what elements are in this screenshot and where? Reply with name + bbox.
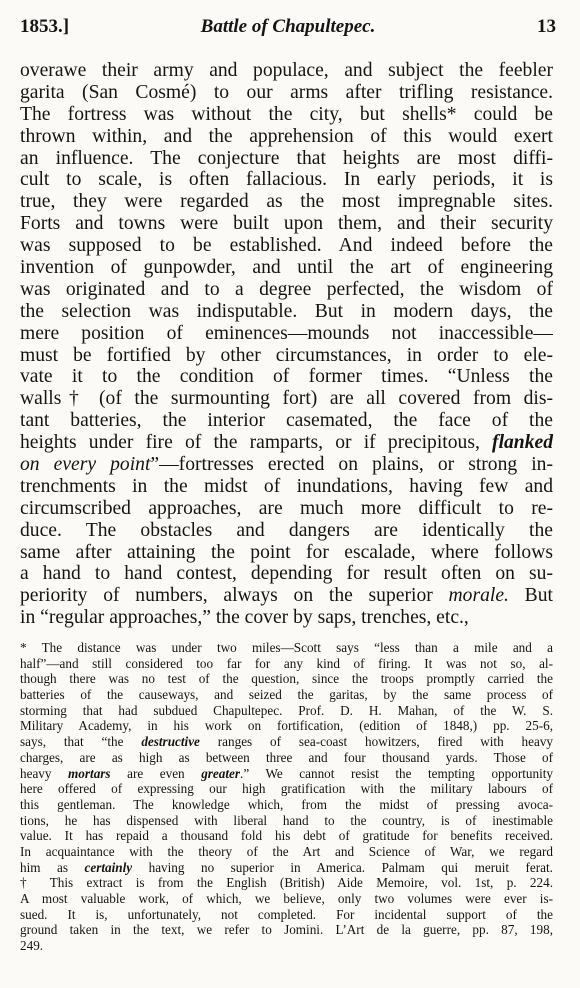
footnote-line xyxy=(20,828,553,844)
header-year: 1853.] xyxy=(20,16,70,37)
footnote-line xyxy=(20,891,553,907)
text-line xyxy=(20,169,553,191)
footnote-line xyxy=(20,907,553,923)
text-run: him as xyxy=(20,859,85,875)
footnote-line xyxy=(20,781,553,797)
emphasized-text: mortars xyxy=(68,765,111,781)
text-run: value. It has repaid a thousand fold his debt of gratitude for benefits received. xyxy=(20,828,553,844)
text-run: batteries of the causeways, and seized the garitas, by the same process of xyxy=(20,687,553,703)
text-run: invention of gunpowder, and until the art of engineering xyxy=(20,257,553,279)
page-number: 13 xyxy=(537,16,556,37)
footnote-line xyxy=(20,922,553,938)
text-run: same after attaining the point for escalade, where follows xyxy=(20,541,553,563)
text-run: an influence. The conjecture that heights are most diffi- xyxy=(20,147,553,169)
text-run: A most valuable work, of which, we believe, only two volumes were ever is- xyxy=(20,891,553,906)
footnote-line xyxy=(20,938,553,954)
text-run: The fortress was without the city, but shells* could be xyxy=(20,103,553,125)
emphasized-text: flanked xyxy=(492,432,553,454)
text-line xyxy=(20,366,553,388)
text-run: But xyxy=(508,585,553,607)
text-line xyxy=(20,585,553,607)
text-line xyxy=(20,563,553,585)
text-line xyxy=(20,323,553,345)
text-line xyxy=(20,607,553,629)
text-run: heavy xyxy=(20,765,69,781)
text-run: a hand to hand contest, depending for result often on su- xyxy=(20,563,553,585)
text-line xyxy=(20,213,553,235)
text-run: ”—fortresses erected on plains, or strong in- xyxy=(150,454,553,476)
text-run: Military Academy, in his work on fortification, (edition of 1848,) pp. 25-6, xyxy=(20,718,553,734)
text-line xyxy=(20,454,553,476)
text-run: charges, are as high as between three and four thousand yards. Those of xyxy=(20,749,553,765)
footnotes xyxy=(20,640,553,954)
footnote-line xyxy=(20,687,553,703)
footnote-line xyxy=(20,718,553,734)
text-run: duce. The obstacles and dangers are identically the xyxy=(20,519,553,541)
text-line xyxy=(20,60,553,82)
text-line xyxy=(20,104,553,126)
text-run: must be fortified by other circumstances, in order to ele- xyxy=(20,344,553,366)
text-run: garita (San Cosmé) to our arms after trifling resistance. xyxy=(20,81,553,103)
text-run: 249. xyxy=(20,938,44,954)
footnote-line xyxy=(20,813,553,829)
footnote-line xyxy=(20,640,553,656)
text-run: .” We cannot resist the tempting opportunity xyxy=(240,765,553,781)
running-header xyxy=(20,16,556,42)
text-line xyxy=(20,498,553,520)
text-run: * The distance was under two miles—Scott says “less than a mile and a xyxy=(20,640,553,655)
text-run: though there was no test of the question, since the troops promptly carried the xyxy=(20,671,553,687)
text-line xyxy=(20,520,553,542)
text-run: vate it to the condition of former times. “Unless the xyxy=(20,366,553,388)
text-line xyxy=(20,388,553,410)
text-run: circumscribed approaches, are much more difficult to re- xyxy=(20,497,553,519)
text-run: trenchments in the midst of inundations, having few and xyxy=(20,475,553,497)
text-line xyxy=(20,191,553,213)
text-run: mere position of eminences—mounds not inaccessible— xyxy=(20,322,553,344)
text-line xyxy=(20,126,553,148)
text-run: tions, he has dispensed with liberal hand to the country, is of inestimable xyxy=(20,812,553,828)
text-line xyxy=(20,432,553,454)
emphasized-text: on every point xyxy=(20,454,151,476)
text-line xyxy=(20,345,553,367)
text-run: are even xyxy=(110,765,202,781)
text-run: tant batteries, the interior casemated, the face of the xyxy=(20,410,553,432)
emphasized-text: greater xyxy=(201,765,241,781)
footnote-line xyxy=(20,671,553,687)
text-run: Forts and towns were built upon them, and their security xyxy=(20,213,553,235)
text-run: ranges of sea-coast howitzers, fired with heavy xyxy=(199,734,553,750)
text-line xyxy=(20,301,553,323)
text-run: in “regular approaches,” the cover by saps, trenches, etc., xyxy=(20,607,469,629)
text-run: having no superior in America. Palmam qui meruit ferat. xyxy=(132,859,553,875)
header-title: Battle of Chapultepec. xyxy=(200,16,376,37)
text-run: walls† (of the surmounting fort) are all covered from dis- xyxy=(20,388,553,410)
text-run: says, that “the xyxy=(20,734,142,750)
text-line xyxy=(20,148,553,170)
text-run: was originated and to a degree perfected, the wisdom of xyxy=(20,278,553,300)
footnote-line xyxy=(20,656,553,672)
text-run: overawe their army and populace, and subject the feebler xyxy=(20,60,553,81)
text-run: thrown within, and the apprehension of this would exert xyxy=(20,125,553,147)
text-run: cult to scale, is often fallacious. In early periods, it is xyxy=(20,169,553,191)
footnote-line xyxy=(20,844,553,860)
text-line xyxy=(20,410,553,432)
footnote-line xyxy=(20,860,553,876)
text-line xyxy=(20,257,553,279)
text-run: half”—and still considered too far for any kind of firing. It was not so, al- xyxy=(20,655,553,671)
text-run: storming that had subdued Chapultepec. Prof. D. H. Mahan, of the W. S. xyxy=(20,702,553,718)
footnote-line xyxy=(20,703,553,719)
emphasized-text: morale. xyxy=(448,585,509,607)
text-run: heights under fire of the ramparts, or if precipitous, xyxy=(20,432,493,454)
text-run: was supposed to be established. And indeed before the xyxy=(20,235,553,257)
text-line xyxy=(20,82,553,104)
emphasized-text: certainly xyxy=(84,859,133,875)
text-line xyxy=(20,235,553,257)
text-line xyxy=(20,476,553,498)
text-run: In acquaintance with the theory of the Art and Science of War, we regard xyxy=(20,843,553,859)
footnote-line xyxy=(20,875,553,891)
text-run: this gentleman. The knowledge which, from the midst of pressing avoca- xyxy=(20,796,553,812)
text-run: † This extract is from the English (British) Aide Memoire, vol. 1st, p. 224. xyxy=(20,875,553,891)
footnote-line xyxy=(20,750,553,766)
text-run: true, they were regarded as the most impregnable sites. xyxy=(20,191,553,213)
text-run: here offered of expressing our high gratification with the military labours of xyxy=(20,781,553,797)
text-line xyxy=(20,542,553,564)
main-text xyxy=(20,60,553,629)
emphasized-text: destructive xyxy=(141,734,200,750)
text-run: ground taken in the text, we refer to Jomini. L’Art de la guerre, pp. 87, 198, xyxy=(20,922,553,938)
text-run: sued. It is, unfortunately, not completed. For incidental support of the xyxy=(20,906,553,922)
footnote-line xyxy=(20,734,553,750)
footnote-line xyxy=(20,797,553,813)
text-run: periority of numbers, always on the superior xyxy=(20,585,449,607)
text-line xyxy=(20,279,553,301)
footnote-line xyxy=(20,766,553,782)
text-run: the selection was indisputable. But in modern days, the xyxy=(20,300,553,322)
